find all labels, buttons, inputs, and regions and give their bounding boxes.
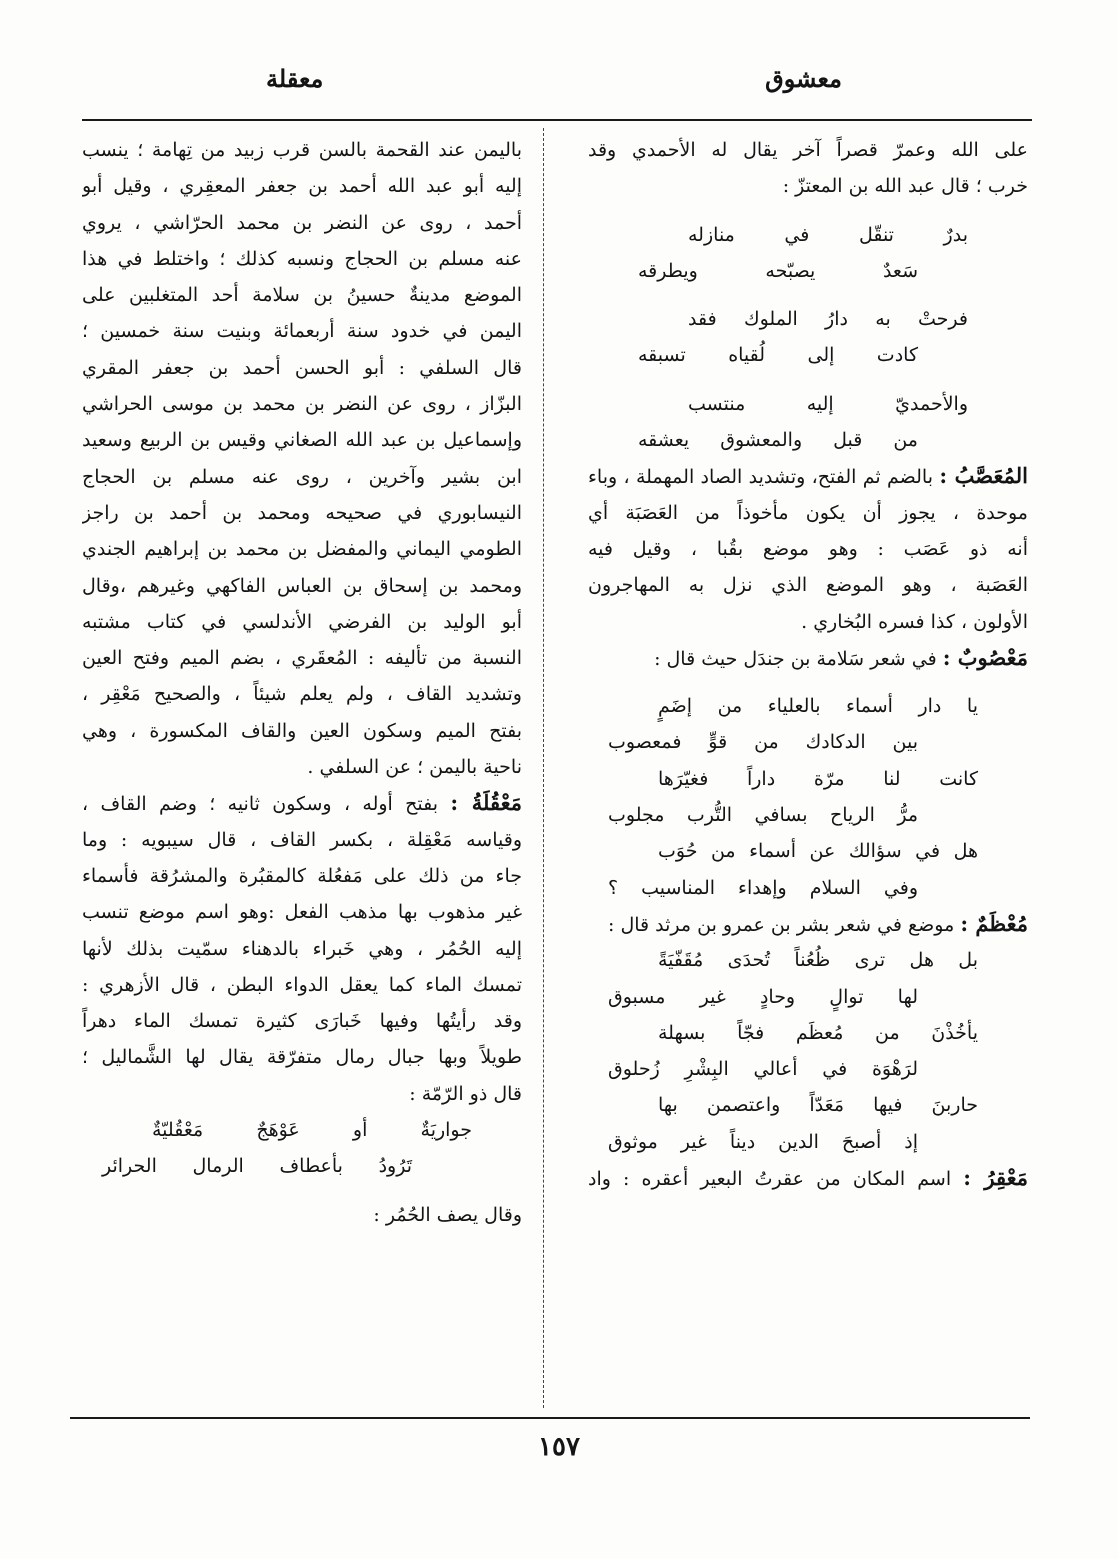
verse-line: تَرُودُ بأعطاف الرمال الحرائر xyxy=(102,1155,412,1178)
text-line: على الله وعمرّ قصراً آخر يقال له الأحمدي وقد xyxy=(588,139,1028,161)
text-line: وقال يصف الحُمُر : xyxy=(373,1203,522,1226)
dictionary-entry-start xyxy=(588,640,1028,676)
text-line: وتشديد القاف ، ولم يعلم شيئاً ، والصحيح مَعْقِر ، xyxy=(82,683,522,706)
text-line: جاء من ذلك على مَفعُلة كالمقبُرة والمشرُقة فأسماء xyxy=(82,864,522,887)
left-column xyxy=(82,132,522,1402)
text-line: النيسابوري في صحيحه ومحمد بن أحمد بن راجز xyxy=(82,501,522,524)
text-line: النسبة من تأليفه : المُعقَري ، بضم الميم وفتح العين xyxy=(82,647,522,670)
entry-text: في شعر سَلامة بن جندَل حيث قال : xyxy=(654,647,937,670)
entry-text: موضع في شعر بشر بن عمرو بن مرثد قال : xyxy=(608,913,955,936)
text-line: اليمن في خدود سنة أربعمائة وبنيت سنة خمسين ؛ xyxy=(82,320,522,343)
dictionary-entry-start xyxy=(588,1160,1028,1196)
text-line: قال السلفي : أبو الحسن أحمد بن جعفر المقري xyxy=(82,356,522,379)
header-rule xyxy=(82,119,1032,121)
dictionary-entry-start xyxy=(588,906,1028,942)
entry-headword: مَعْصُوبٌ : xyxy=(942,644,1028,670)
text-line: ومحمد بن إسحاق بن العباس الفاكهي وغيرهم ،وقال xyxy=(82,574,522,597)
running-header-left: معقلة xyxy=(266,64,324,93)
text-line: عنه مسلم بن الحجاج ونسبه كذلك ؛ واختلط في هذا xyxy=(82,247,522,270)
text-line: باليمن عند القحمة بالسن قرب زبيد من تِهامة ؛ ينسب xyxy=(82,139,522,161)
text-line: أبو الوليد بن الفرضي الأندلسي في كتاب مشتبه xyxy=(82,610,522,633)
text-line: خرب ؛ قال عبد الله بن المعتزّ : xyxy=(782,175,1028,198)
page-number: ١٥٧ xyxy=(538,1432,580,1462)
text-line: ناحية باليمن ؛ عن السلفي . xyxy=(307,756,522,779)
text-line: الموضع مدينةٌ حسينُ بن سلامة أحد المتغلبين على xyxy=(82,284,522,307)
text-line: وقياسه مَعْقِلة ، بكسر القاف ، قال سيبويه : وما xyxy=(82,828,522,851)
verse-line: وفي السلام وإهداء المناسيب ؟ xyxy=(608,876,918,899)
text-line: وإسماعيل بن عبد الله الصغاني وقيس بن الربيع وسعيد xyxy=(82,429,522,452)
verse-line: مرُّ الرياح بسافي التُّرب مجلوب xyxy=(608,804,918,827)
column-divider xyxy=(543,128,544,1408)
dictionary-entry-start xyxy=(82,785,522,821)
verse-line: لرَهْوَة في أعالي البِشْرِ زُحلوق xyxy=(608,1058,918,1081)
text-line: الأولون ، كذا فسره البُخاري . xyxy=(801,610,1028,633)
dictionary-entry-start xyxy=(588,458,1028,494)
verse-line: جواريَةٌ أو عَوْهَجٌ مَعْقُليّةٌ xyxy=(152,1119,472,1142)
verse-line: إذ أصبحَ الدين ديناً غير موثوق xyxy=(608,1130,918,1153)
entry-text: بفتح أوله ، وسكون ثانيه ؛ وضم القاف ، xyxy=(82,793,439,816)
text-line: أحمد ، روى عن النضر بن محمد الحرّاشي ، يروي xyxy=(82,211,522,234)
text-line: وقد رأيتُها وفيها خَبارَى كثيرة تمسك الماء دهراً xyxy=(82,1010,522,1033)
text-line: الطومي اليماني والمفضل بن محمد بن إبراهيم الجندي xyxy=(82,538,522,561)
text-line: إليه الحُمُر ، وهي خَبراء بالدهناء سمّيت بذلك لأنها xyxy=(82,937,522,960)
verse-line: بل هل ترى ظُعُناً تُحدَى مُقَفّيَةً xyxy=(658,949,978,972)
verse-line: هل في سؤالك عن أسماء من حُوَب xyxy=(658,840,978,863)
text-line: غير مذهوب بها مذهب الفعل :وهو اسم موضع تنسب xyxy=(82,901,522,924)
verse-line: يا دار أسماء بالعلياء من إضَمٍ xyxy=(658,695,978,718)
text-line: قال ذو الرّمّة : xyxy=(409,1082,522,1105)
verse-line: من قبل والمعشوق يعشقه xyxy=(638,429,918,452)
verse-line: حاربنَ فيها مَعَدّاً واعتصمن بها xyxy=(658,1094,978,1117)
verse-line: يأخُذْنَ من مُعظَم فجّاً بسهلة xyxy=(658,1021,978,1044)
right-column xyxy=(588,132,1028,1402)
text-line: طويلاً وبها جبال رمال متفرّقة يقال لها الشَّماليل ؛ xyxy=(82,1046,522,1069)
text-line: تمسك الماء كما يعقل الدواء البطن ، قال الأزهري : xyxy=(82,973,522,996)
text-line: أنه ذو عَصَب : وهو موضع بقُبا ، وقيل فيه xyxy=(588,537,1028,560)
verse-line: بين الدكادك من قوٍّ فمعصوب xyxy=(608,731,918,754)
text-line: العَصَبة ، وهو الموضع الذي نزل به المهاجرون xyxy=(588,574,1028,597)
text-line: موحدة ، يجوز أن يكون مأخوذاً من العَصَبَة أي xyxy=(588,501,1028,524)
text-line: البزّاز ، روى عن النضر بن محمد بن موسى الحراشي xyxy=(82,393,522,416)
verse-line: فرحتْ به دارُ الملوك فقد xyxy=(688,308,968,331)
entry-headword: المُعَصَّبُ : xyxy=(939,463,1028,489)
entry-headword: مَعْقُلَةُ : xyxy=(450,790,522,816)
entry-headword: مَعْقِرُ : xyxy=(963,1165,1028,1191)
running-header-right: معشوق xyxy=(765,64,842,93)
verse-line: كانت لنا مرّة داراً فغيّرَها xyxy=(658,767,978,790)
text-line: ابن بشير وآخرين ، روى عنه مسلم بن الحجاج xyxy=(82,465,522,488)
text-line: بفتح الميم وسكون العين والقاف المكسورة ، وهي xyxy=(82,719,522,742)
entry-headword: مُعْظَمٌ : xyxy=(960,910,1028,936)
verse-line: سَعدٌ يصبّحه ويطرقه xyxy=(638,259,918,282)
footer-rule xyxy=(70,1417,1030,1419)
verse-line: كادت إلى لُقياه تسبقه xyxy=(638,344,918,367)
entry-text: اسم المكان من عقرتُ البعير أعقره : واد xyxy=(588,1168,952,1191)
verse-line: والأحمديّ إليه منتسب xyxy=(688,392,968,415)
text-line: إليه أبو عبد الله أحمد بن جعفر المعقِري ، وقيل أبو xyxy=(82,175,522,198)
verse-line: لها توالٍ وحادٍ غير مسبوق xyxy=(608,985,918,1008)
entry-text: بالضم ثم الفتح، وتشديد الصاد المهملة ، وباء xyxy=(588,466,933,489)
verse-line: بدرٌ تنقّل في منازله xyxy=(688,223,968,246)
